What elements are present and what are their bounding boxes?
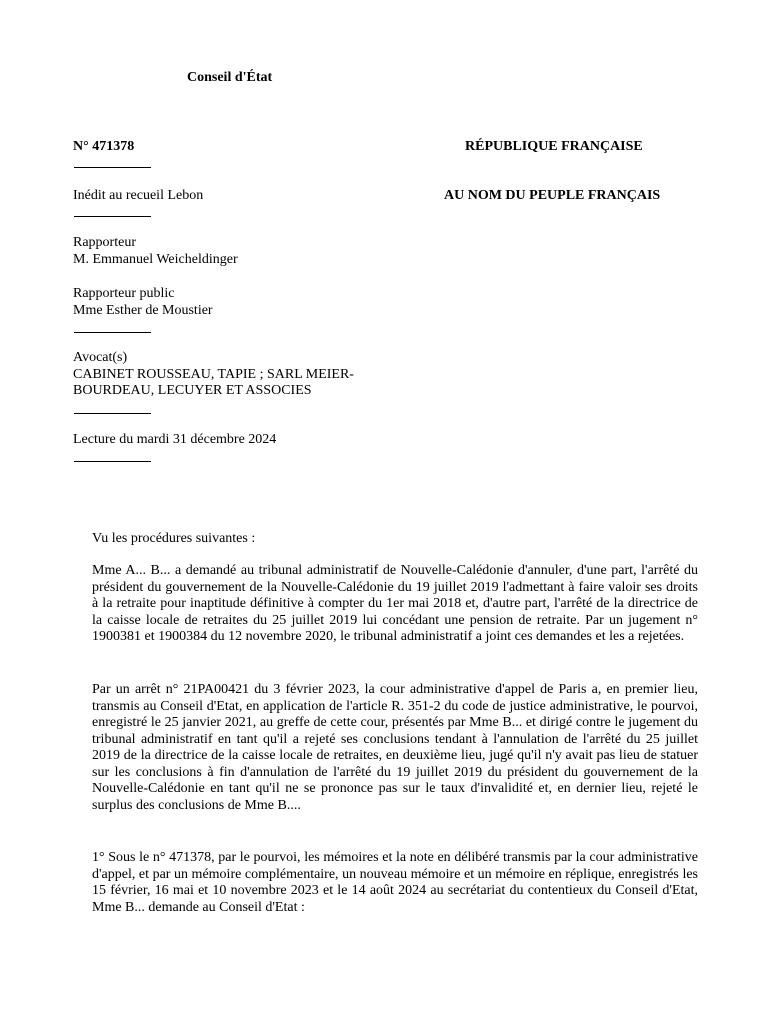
rapporteur-public-block — [73, 286, 453, 319]
rapporteur-block — [73, 235, 453, 268]
procedures-intro: Vu les procédures suivantes : — [92, 531, 256, 546]
paragraph-3: 1° Sous le n° 471378, par le pourvoi, les mémoires et la note en délibéré transmis par la cour administrative d'appel, et par un mémoire complémentaire, un nouveau mémoire et un mémoire en réplique, enregistrés les 15 février, 16 mai et 10 novembre 2023 et le 14 août 2024 au secrétariat du contentieux du Conseil d'Etat, Mme B... demande au Conseil d'Etat : — [92, 850, 698, 915]
avocats-line-2: BOURDEAU, LECUYER ET ASSOCIES — [73, 383, 312, 398]
rapporteur-name: M. Emmanuel Weicheldinger — [73, 251, 238, 267]
lecture-date: Lecture du mardi 31 décembre 2024 — [73, 432, 277, 447]
separator-line — [74, 167, 151, 168]
rapporteur-label: Rapporteur — [73, 235, 136, 250]
avocats-line-1: CABINET ROUSSEAU, TAPIE ; SARL MEIER- — [73, 366, 354, 382]
separator-line — [74, 216, 151, 217]
avocats-label: Avocat(s) — [73, 350, 128, 365]
paragraph-1: Mme A... B... a demandé au tribunal administratif de Nouvelle-Calédonie d'annuler, d'une part, l'arrêté du président du gouvernement de la Nouvelle-Calédonie du 19 juillet 2019 l'admettant à faire valoir ses droits à la retraite pour inaptitude définitive à compter du 1er mai 2018 et, d'autre part, l'arrêté de la directrice de la caisse locale de retraites du 25 juillet 2019 lui concédant une pension de retraite. Par un jugement n° 1900381 et 1900384 du 12 novembre 2020, le tribunal administratif a joint ces demandes et les a rejetées. — [92, 563, 698, 644]
avocats-block — [73, 350, 453, 400]
lebon-status: Inédit au recueil Lebon — [73, 188, 204, 203]
paragraph-2: Par un arrêt n° 21PA00421 du 3 février 2023, la cour administrative d'appel de Paris a, en premier lieu, transmis au Conseil d'Etat, en application de l'article R. 351-2 du code de justice administrative, le pourvoi, enregistré le 25 janvier 2021, au greffe de cette cour, présentés par Mme B... et dirigé contre le jugement du tribunal administratif en tant qu'il a rejeté ses conclusions tendant à l'annulation de l'arrêté du 25 juillet 2019 de la directrice de la caisse locale de retraites, en deuxième lieu, jugé qu'il n'y avait pas lieu de statuer sur les conclusions à fin d'annulation de l'arrêté du 19 juillet 2019 du président du gouvernement de la Nouvelle-Calédonie en tant qu'il ne se prononce pas sur le taux d'invalidité et, en dernier lieu, rejeté le surplus des conclusions de Mme B.... — [92, 682, 698, 813]
separator-line — [74, 332, 151, 333]
separator-line — [74, 413, 151, 414]
case-number: N° 471378 — [73, 139, 135, 154]
separator-line — [74, 461, 151, 462]
rapporteur-public-label: Rapporteur public — [73, 286, 175, 301]
court-title: Conseil d'État — [187, 70, 273, 85]
republic-heading: RÉPUBLIQUE FRANÇAISE — [465, 139, 643, 154]
rapporteur-public-name: Mme Esther de Moustier — [73, 302, 213, 318]
people-heading: AU NOM DU PEUPLE FRANÇAIS — [444, 188, 661, 203]
